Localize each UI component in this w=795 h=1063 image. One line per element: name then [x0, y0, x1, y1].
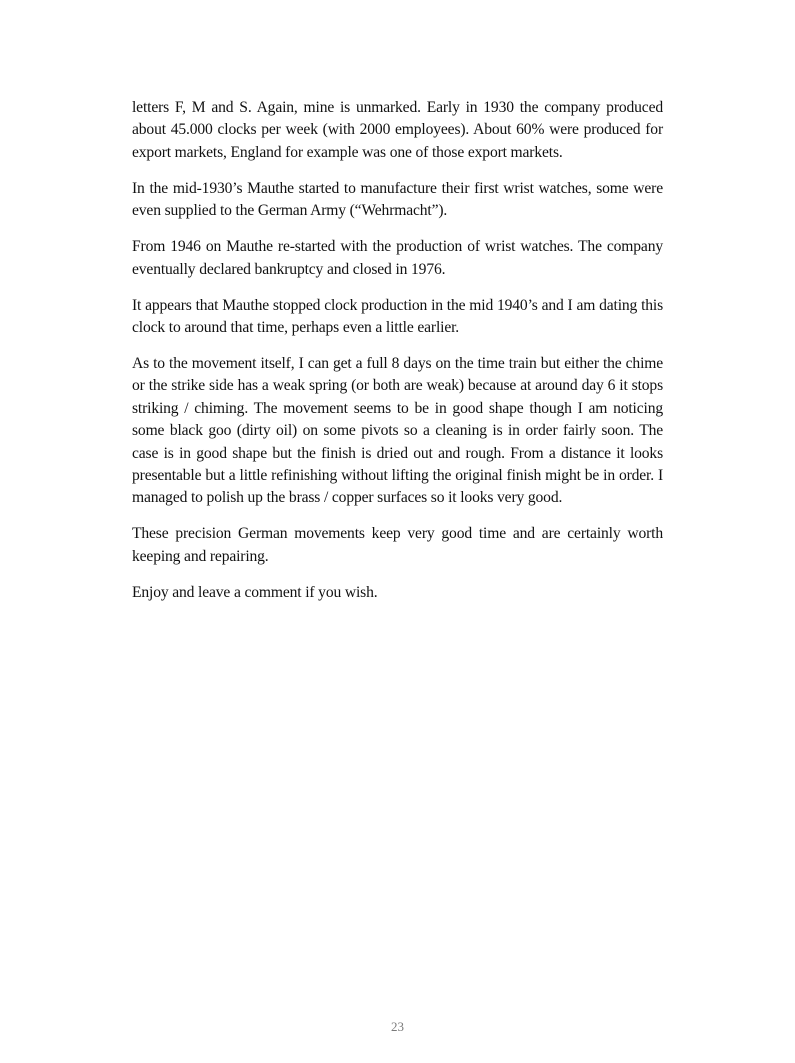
paragraph-wrist-watches: In the mid-1930’s Mauthe started to manufacture their first wrist watches, some were even supplied to the German Army (“Wehrmacht”). [132, 179, 663, 220]
paragraph-dating: It appears that Mauthe stopped clock production in the mid 1940’s and I am dating this clock to around that time, perhaps even a little earlier. [132, 296, 663, 337]
paragraph-movement: As to the movement itself, I can get a full 8 days on the time train but either the chime or the strike side has a weak spring (or both are weak) because at around day 6 it stops striking / chiming. The movement seems to be in good shape though I am noticing some black goo (dirty oil) on some pivots so a cleaning is in order fairly soon. The case is in good shape but the finish is dried out and rough. From a distance it looks presentable but a little refinishing without lifting the original finish might be in order. I managed to polish up the brass / copper surfaces so it looks very good. [132, 355, 663, 507]
document-body [132, 97, 663, 618]
paragraph-company-production: letters F, M and S. Again, mine is unmarked. Early in 1930 the company produced about 45.000 clocks per week (with 2000 employees). About 60% were produced for export markets, England for example was one of those export markets. [132, 99, 663, 161]
paragraph-post-war: From 1946 on Mauthe re-started with the production of wrist watches. The company eventually declared bankruptcy and closed in 1976. [132, 238, 663, 278]
paragraph-closing: Enjoy and leave a comment if you wish. [132, 583, 378, 601]
paragraph-precision: These precision German movements keep very good time and are certainly worth keeping and repairing. [132, 525, 663, 565]
page-number: 23 [391, 1019, 404, 1034]
